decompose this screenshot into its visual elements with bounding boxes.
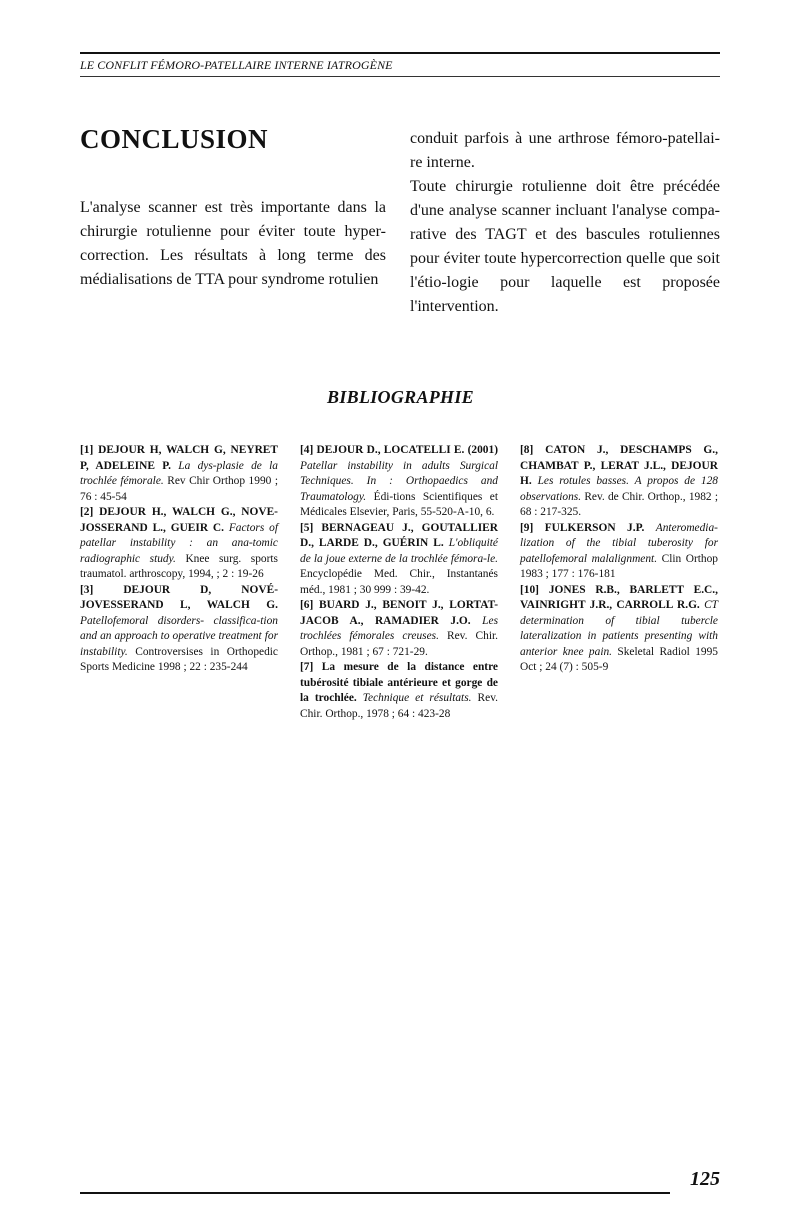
reference-3 (80, 583, 278, 676)
reference-title: Patellar instability in adults Surgical Techniques. In : Orthopaedics and Traumatology. (300, 459, 498, 503)
reference-authors: DEJOUR H, WALCH G, NEYRET P, ADELEINE P. (80, 444, 279, 472)
reference-7 (300, 660, 498, 722)
reference-number: [5] (300, 521, 314, 534)
reference-number: [3] (80, 583, 94, 596)
reference-title: Anteromedia-lization of the tibial tuberosity for patellofemoral malalignment. (520, 521, 718, 565)
reference-number: [2] (80, 506, 94, 518)
reference-authors: BUARD J., BENOIT J., LORTAT-JACOB A., RAMADIER J.O. (300, 599, 498, 627)
bibliography-column-2 (300, 443, 498, 722)
reference-number: [4] (300, 444, 314, 456)
reference-source: Knee surg. sports traumatol. arthroscopy, 1994, ; 2 : 19-26 (80, 552, 278, 580)
reference-source: Rev Chir Orthop 1990 ; 76 : 45-54 (80, 475, 278, 503)
running-header: LE CONFLIT FÉMORO-PATELLAIRE INTERNE IATROGÈNE (80, 58, 393, 72)
reference-authors: BERNAGEAU J., GOUTALLIER D., LARDE D., GUÉRIN L. (300, 521, 498, 549)
conclusion-paragraph-continued: conduit parfois à une arthrose fémoro-patellai-re interne. (410, 130, 720, 171)
reference-authors: FULKERSON J.P. (544, 521, 645, 534)
reference-authors: DEJOUR D., LOCATELLI E. (2001) (316, 444, 498, 456)
reference-number: [9] (520, 521, 534, 534)
reference-authors: CATON J., DESCHAMPS G., CHAMBAT P., LERAT J.L., DEJOUR H. (520, 444, 718, 487)
reference-title: Les trochlées fémorales creuses. (300, 614, 498, 642)
reference-8 (520, 443, 718, 521)
reference-4 (300, 443, 498, 521)
reference-10 (520, 583, 718, 676)
reference-authors: La mesure de la distance entre tubérosité tibiale antérieure et gorge de la trochlée. (300, 661, 498, 704)
bibliography-column-3 (520, 443, 718, 676)
reference-title: Patellofemoral disorders- classifica-tion and an approach to operative treatment for instability. (80, 614, 278, 658)
reference-number: [6] (300, 599, 314, 611)
footer-rule (80, 1192, 670, 1194)
reference-source: Édi-tions Scientifiques et Médicales Elsevier, Paris, 55-520-A-10, 6. (300, 490, 498, 518)
reference-title: Technique et résultats. (362, 692, 472, 704)
reference-source: Encyclopédie Med. Chir., Instantanés méd., 1981 ; 30 999 : 39-42. (300, 568, 498, 596)
reference-number: [8] (520, 444, 534, 456)
conclusion-column-right (410, 127, 720, 319)
reference-title: Factors of patellar instability : an ana-tomic radiographic study. (80, 521, 278, 565)
reference-title: La dys-plasie de la trochlée fémorale. (80, 459, 278, 487)
reference-authors: DEJOUR D, NOVÉ-JOVESSERAND L, WALCH G. (80, 583, 278, 611)
reference-9 (520, 521, 718, 583)
bibliography-column-1 (80, 443, 278, 676)
reference-6 (300, 598, 498, 660)
reference-source: Controversises in Orthopedic Sports Medicine 1998 ; 22 : 235-244 (80, 645, 278, 673)
reference-source: Rev. de Chir. Orthop., 1982 ; 68 : 217-325. (520, 490, 718, 518)
reference-title: L'obliquité de la joue externe de la trochlée fémora-le. (300, 537, 498, 565)
reference-authors: JONES R.B., BARLETT E.C., VAINRIGHT J.R., CARROLL R.G. (520, 583, 718, 611)
reference-1 (80, 443, 278, 505)
conclusion-paragraph-left: L'analyse scanner est très importante dans la chirurgie rotulienne pour éviter toute hyper-correction. Les résultats à long terme des médialisations de TTA pour syndrome rotulien (80, 199, 386, 288)
reference-source: Skeletal Radiol 1995 Oct ; 24 (7) : 505-9 (520, 645, 718, 673)
reference-number: [10] (520, 583, 539, 596)
reference-source: Clin Orthop 1983 ; 177 : 176-181 (520, 552, 718, 580)
reference-source: Rev. Chir. Orthop., 1978 ; 64 : 423-28 (300, 692, 499, 720)
reference-authors: DEJOUR H., WALCH G., NOVE-JOSSERAND L., GUEIR C. (80, 506, 278, 534)
conclusion-paragraph-recommendation: Toute chirurgie rotulienne doit être précédée d'une analyse scanner incluant l'analyse compa-rative des TAGT et des bascules rotuliennes pour éviter toute hypercorrection quelle que soit l'étio-logie pour laquelle est proposée l'intervention. (410, 178, 720, 315)
reference-number: [1] (80, 444, 94, 456)
bibliography-heading: BIBLIOGRAPHIE (327, 387, 474, 407)
reference-title: Les rotules basses. A propos de 128 observations. (520, 475, 719, 503)
header-rule-top (80, 52, 720, 54)
header-rule-bottom (80, 76, 720, 77)
reference-title: CT determination of tibial tubercle lateralization in patients presenting with anterior knee pain. (520, 599, 718, 658)
reference-5 (300, 521, 498, 599)
reference-number: [7] (300, 661, 314, 673)
reference-source: Rev. Chir. Orthop., 1981 ; 67 : 721-29. (300, 630, 498, 658)
reference-2 (80, 505, 278, 583)
page-number: 125 (690, 1168, 720, 1190)
conclusion-heading: CONCLUSION (80, 124, 269, 154)
